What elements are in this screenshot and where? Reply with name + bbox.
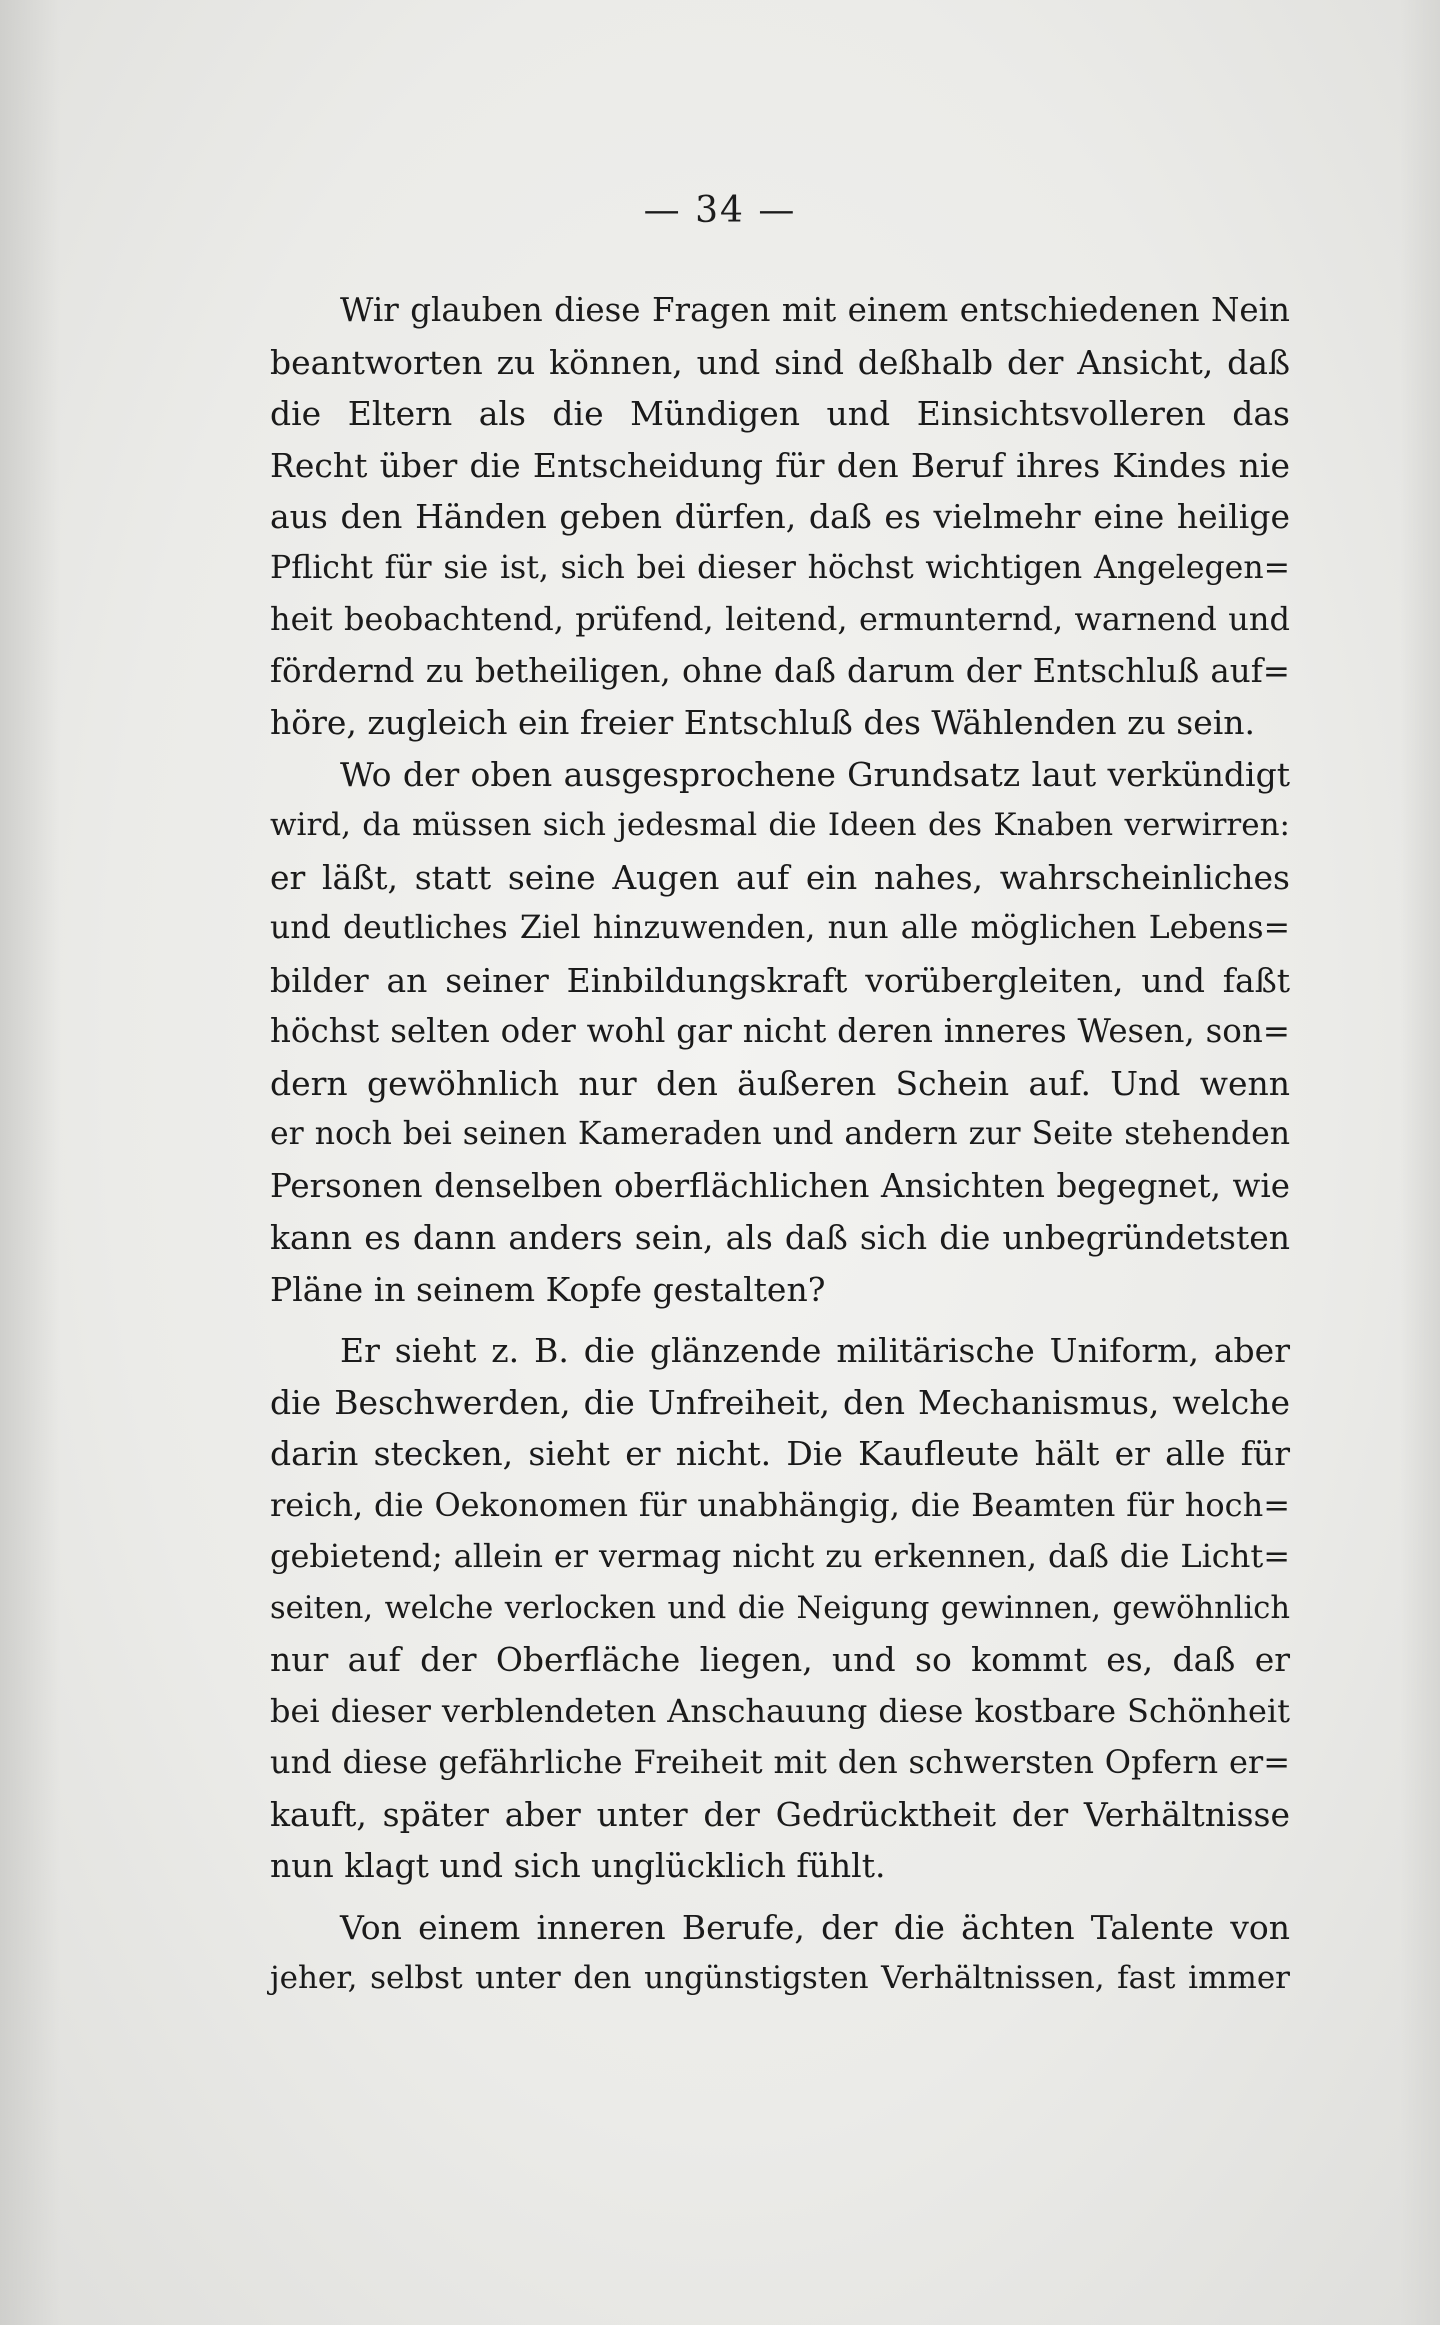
paragraph-gap: [270, 1315, 1290, 1325]
paragraph-1: [270, 285, 1290, 749]
paragraph-2: [270, 749, 1290, 1316]
text-line: Wo der oben ausgesprochene Grundsatz laut verkündigt: [340, 754, 1290, 794]
text-line: und deutliches Ziel hinzuwenden, nun alle möglichen Lebens=: [270, 910, 1290, 946]
text-line: darin stecken, sieht er nicht. Die Kaufleute hält er alle für: [270, 1434, 1290, 1473]
text-line: wird, da müssen sich jedesmal die Ideen des Knaben verwirren:: [270, 807, 1290, 843]
text-line: Pläne in seinem Kopfe gestalten?: [270, 1269, 826, 1309]
text-line: reich, die Oekonomen für unabhängig, die Beamten für hoch=: [270, 1485, 1290, 1524]
text-line: gebietend; allein er vermag nicht zu erkennen, daß die Licht=: [270, 1537, 1290, 1575]
text-line: jeher, selbst unter den ungünstigsten Verhältnissen, fast immer: [270, 1960, 1290, 1996]
text-line: nur auf der Oberfläche liegen, und so kommt es, daß er: [270, 1640, 1290, 1679]
text-line: kauft, später aber unter der Gedrücktheit der Verhältnisse: [270, 1794, 1290, 1834]
text-line: bei dieser verblendeten Anschauung diese kostbare Schönheit: [270, 1691, 1290, 1730]
text-line: dern gewöhnlich nur den äußeren Schein auf. Und wenn: [270, 1063, 1290, 1103]
text-line: fördernd zu betheiligen, ohne daß darum der Entschluß auf=: [270, 651, 1290, 690]
text-line: nun klagt und sich unglücklich fühlt.: [270, 1846, 886, 1885]
paragraph-4: [270, 1902, 1290, 2005]
text-line: Wir glauben diese Fragen mit einem entschiedenen Nein: [340, 291, 1290, 329]
text-line: höchst selten oder wohl gar nicht deren inneres Wesen, son=: [270, 1012, 1290, 1050]
text-line: und diese gefährliche Freiheit mit den schwersten Opfern er=: [270, 1743, 1290, 1781]
text-line: seiten, welche verlocken und die Neigung gewinnen, gewöhnlich: [270, 1590, 1290, 1626]
text-line: heit beobachtend, prüfend, leitend, ermunternd, warnend und: [270, 600, 1290, 638]
text-line: höre, zugleich ein freier Entschluß des Wählenden zu sein.: [270, 703, 1256, 742]
paragraph-3: [270, 1325, 1290, 1892]
paragraph-gap: [270, 1892, 1290, 1902]
text-line: Recht über die Entscheidung für den Beruf ihres Kindes nie: [270, 445, 1290, 485]
text-line: die Eltern als die Mündigen und Einsichtsvolleren das: [270, 394, 1290, 433]
text-line: Pflicht für sie ist, sich bei dieser höchst wichtigen Angelegen=: [270, 549, 1290, 586]
text-line: kann es dann anders sein, als daß sich die unbegründetsten: [270, 1218, 1290, 1257]
text-line: Von einem inneren Berufe, der die ächten Talente von: [340, 1907, 1290, 1947]
text-line: er noch bei seinen Kameraden und andern zur Seite stehenden: [270, 1116, 1290, 1152]
page-edge-shadow-right: [1400, 0, 1440, 2325]
text-line: er läßt, statt seine Augen auf ein nahes, wahrscheinliches: [270, 857, 1290, 897]
body-text: [270, 285, 1290, 2005]
text-line: die Beschwerden, die Unfreiheit, den Mechanismus, welche: [270, 1382, 1290, 1422]
text-line: Er sieht z. B. die glänzende militärische Uniform, aber: [340, 1331, 1290, 1370]
page-edge-shadow-left: [0, 0, 60, 2325]
text-line: bilder an seiner Einbildungskraft vorübergleiten, und faßt: [270, 960, 1290, 1000]
text-line: beantworten zu können, und sind deßhalb der Ansicht, daß: [270, 342, 1290, 382]
page-number-header: — 34 —: [643, 190, 797, 231]
text-line: aus den Händen geben dürfen, daß es vielmehr eine heilige: [270, 497, 1290, 536]
text-line: Personen denselben oberflächlichen Ansichten begegnet, wie: [270, 1166, 1290, 1205]
